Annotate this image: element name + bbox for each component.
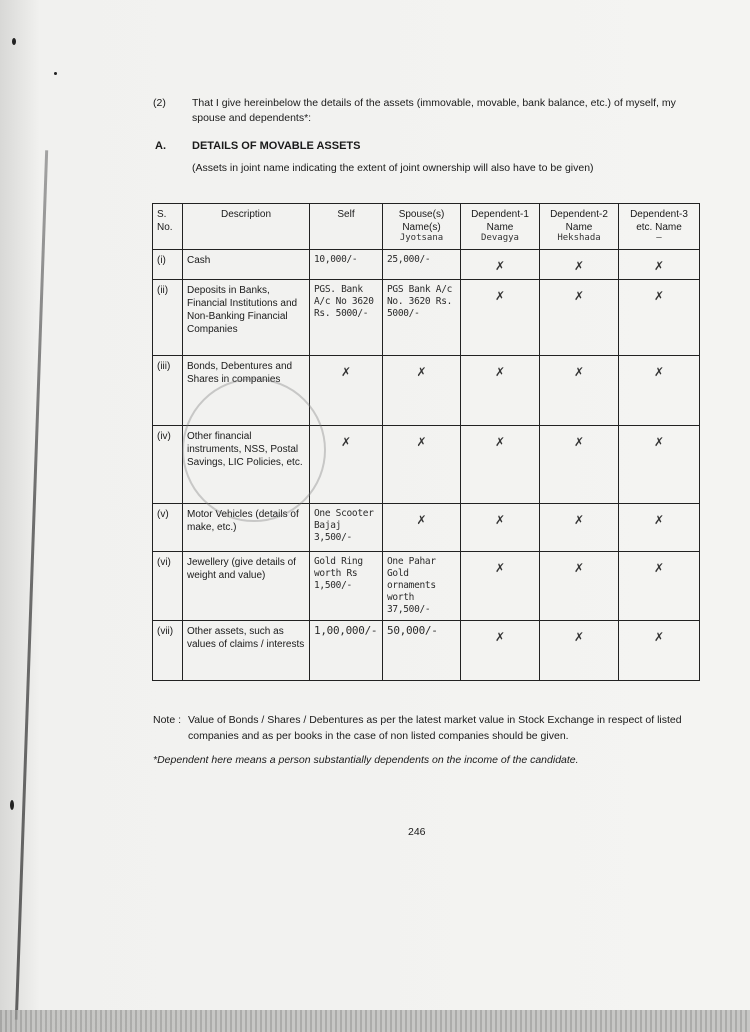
table-row — [153, 621, 700, 681]
row-dependent-2 — [540, 504, 619, 552]
cross-mark: ✗ — [340, 435, 352, 449]
cross-mark: ✗ — [573, 513, 585, 527]
section-letter: A. — [155, 140, 166, 152]
cross-mark: ✗ — [494, 365, 506, 379]
header-self: Self — [310, 204, 383, 250]
header-dependent-2 — [540, 204, 619, 250]
header-dependent-2-handwritten: Hekshada — [557, 233, 601, 243]
row-description: Cash — [183, 250, 310, 280]
official-stamp — [182, 378, 326, 522]
row-sno: (vii) — [153, 621, 183, 681]
cross-mark: ✗ — [573, 561, 585, 575]
row-dependent-3 — [619, 356, 700, 426]
row-description: Jewellery (give details of weight and value) — [183, 552, 310, 621]
row-dependent-3 — [619, 426, 700, 504]
header-dependent-3-handwritten: — — [656, 233, 662, 243]
self-handwritten-value: One Scooter Bajaj 3,500/- — [314, 508, 374, 543]
row-self — [310, 250, 383, 280]
row-sno: (vi) — [153, 552, 183, 621]
scan-speck — [10, 800, 14, 810]
cross-mark: ✗ — [416, 435, 427, 449]
header-spouse — [383, 204, 461, 250]
cross-mark: ✗ — [494, 630, 506, 644]
self-handwritten-value: 1,00,000/- — [314, 624, 378, 637]
header-spouse-label: Spouse(s) Name(s) — [398, 209, 445, 233]
row-dependent-1 — [461, 504, 540, 552]
section-note: (Assets in joint name indicating the extent of joint ownership will also have to be given) — [192, 162, 594, 174]
row-dependent-3 — [619, 250, 700, 280]
row-sno: (v) — [153, 504, 183, 552]
row-dependent-3 — [619, 621, 700, 681]
row-spouse — [383, 280, 461, 356]
spouse-handwritten-value: PGS Bank A/c No. 3620 Rs. 5000/- — [387, 284, 453, 319]
cross-mark: ✗ — [494, 259, 506, 273]
scan-speck — [12, 38, 16, 45]
row-dependent-1 — [461, 621, 540, 681]
row-self — [310, 504, 383, 552]
spouse-handwritten-value: 25,000/- — [387, 254, 431, 265]
row-sno: (ii) — [153, 280, 183, 356]
spouse-handwritten-value: One Pahar Gold ornaments worth 37,500/- — [387, 556, 436, 615]
header-description: Description — [183, 204, 310, 250]
cross-mark: ✗ — [494, 435, 506, 449]
header-dependent-3-label: Dependent-3 etc. Name — [630, 209, 688, 233]
header-dependent-1 — [461, 204, 540, 250]
intro-text: That I give hereinbelow the details of the assets (immovable, movable, bank balance, etc.) of myself, my spouse and dependents*: — [192, 97, 676, 124]
cross-mark: ✗ — [494, 513, 506, 527]
row-dependent-1 — [461, 250, 540, 280]
intro-number: (2) — [153, 97, 166, 109]
row-dependent-2 — [540, 552, 619, 621]
cross-mark: ✗ — [653, 513, 665, 527]
scan-bottom-band — [0, 1010, 750, 1032]
cross-mark: ✗ — [653, 365, 665, 379]
cross-mark: ✗ — [653, 435, 665, 449]
page-number: 246 — [408, 826, 426, 838]
table-header-row — [153, 204, 700, 250]
cross-mark: ✗ — [653, 259, 665, 273]
scan-edge-shadow — [15, 150, 48, 1020]
section-heading — [155, 140, 361, 152]
section-title: DETAILS OF MOVABLE ASSETS — [192, 140, 361, 152]
row-dependent-1 — [461, 552, 540, 621]
cross-mark: ✗ — [340, 365, 352, 379]
row-dependent-2 — [540, 356, 619, 426]
row-sno: (i) — [153, 250, 183, 280]
cross-mark: ✗ — [653, 630, 665, 644]
header-dependent-2-label: Dependent-2 Name — [550, 209, 608, 233]
row-dependent-2 — [540, 621, 619, 681]
cross-mark: ✗ — [573, 630, 585, 644]
cross-mark: ✗ — [653, 561, 665, 575]
self-handwritten-value: PGS. Bank A/c No 3620 Rs. 5000/- — [314, 284, 374, 319]
row-dependent-1 — [461, 356, 540, 426]
cross-mark: ✗ — [416, 513, 427, 527]
header-dependent-1-handwritten: Devagya — [481, 233, 519, 243]
row-dependent-3 — [619, 504, 700, 552]
row-self — [310, 552, 383, 621]
row-description: Other financial instruments, NSS, Postal Savings, LIC Policies, etc. — [183, 426, 310, 504]
row-dependent-2 — [540, 280, 619, 356]
self-handwritten-value: Gold Ring worth Rs 1,500/- — [314, 556, 363, 591]
row-dependent-3 — [619, 552, 700, 621]
cross-mark: ✗ — [573, 259, 585, 273]
row-self — [310, 621, 383, 681]
table-row — [153, 552, 700, 621]
row-dependent-2 — [540, 426, 619, 504]
row-spouse — [383, 356, 461, 426]
row-description: Bonds, Debentures and Shares in companies — [183, 356, 310, 426]
row-dependent-2 — [540, 250, 619, 280]
cross-mark: ✗ — [653, 289, 665, 303]
header-spouse-handwritten: Jyotsana — [399, 233, 444, 243]
row-spouse — [383, 504, 461, 552]
spouse-handwritten-value: 50,000/- — [387, 624, 438, 637]
header-sno: S. No. — [153, 204, 183, 250]
row-dependent-1 — [461, 426, 540, 504]
table-row — [153, 280, 700, 356]
row-description: Other assets, such as values of claims / interests — [183, 621, 310, 681]
cross-mark: ✗ — [573, 365, 585, 379]
cross-mark: ✗ — [494, 561, 506, 575]
row-sno: (iv) — [153, 426, 183, 504]
row-self — [310, 280, 383, 356]
row-sno: (iii) — [153, 356, 183, 426]
scan-speck — [54, 72, 57, 75]
note-label: Note : — [153, 714, 182, 726]
header-dependent-1-label: Dependent-1 Name — [471, 209, 529, 233]
row-dependent-3 — [619, 280, 700, 356]
note-text: Value of Bonds / Shares / Debentures as per the latest market value in Stock Exchange in respect of listed companies and as per books in the case of non listed companies should be given. — [188, 714, 682, 742]
row-spouse — [383, 426, 461, 504]
row-self — [310, 356, 383, 426]
table-row — [153, 250, 700, 280]
cross-mark: ✗ — [494, 289, 506, 303]
self-handwritten-value: 10,000/- — [314, 254, 358, 265]
row-description: Motor Vehicles (details of make, etc.) — [183, 504, 310, 552]
cross-mark: ✗ — [573, 289, 585, 303]
row-dependent-1 — [461, 280, 540, 356]
cross-mark: ✗ — [573, 435, 585, 449]
cross-mark: ✗ — [416, 365, 427, 379]
dependent-definition: *Dependent here means a person substantially dependents on the income of the candidate. — [153, 754, 579, 766]
row-spouse — [383, 552, 461, 621]
row-spouse — [383, 621, 461, 681]
row-description: Deposits in Banks, Financial Institutions and Non-Banking Financial Companies — [183, 280, 310, 356]
header-dependent-3 — [619, 204, 700, 250]
row-spouse — [383, 250, 461, 280]
